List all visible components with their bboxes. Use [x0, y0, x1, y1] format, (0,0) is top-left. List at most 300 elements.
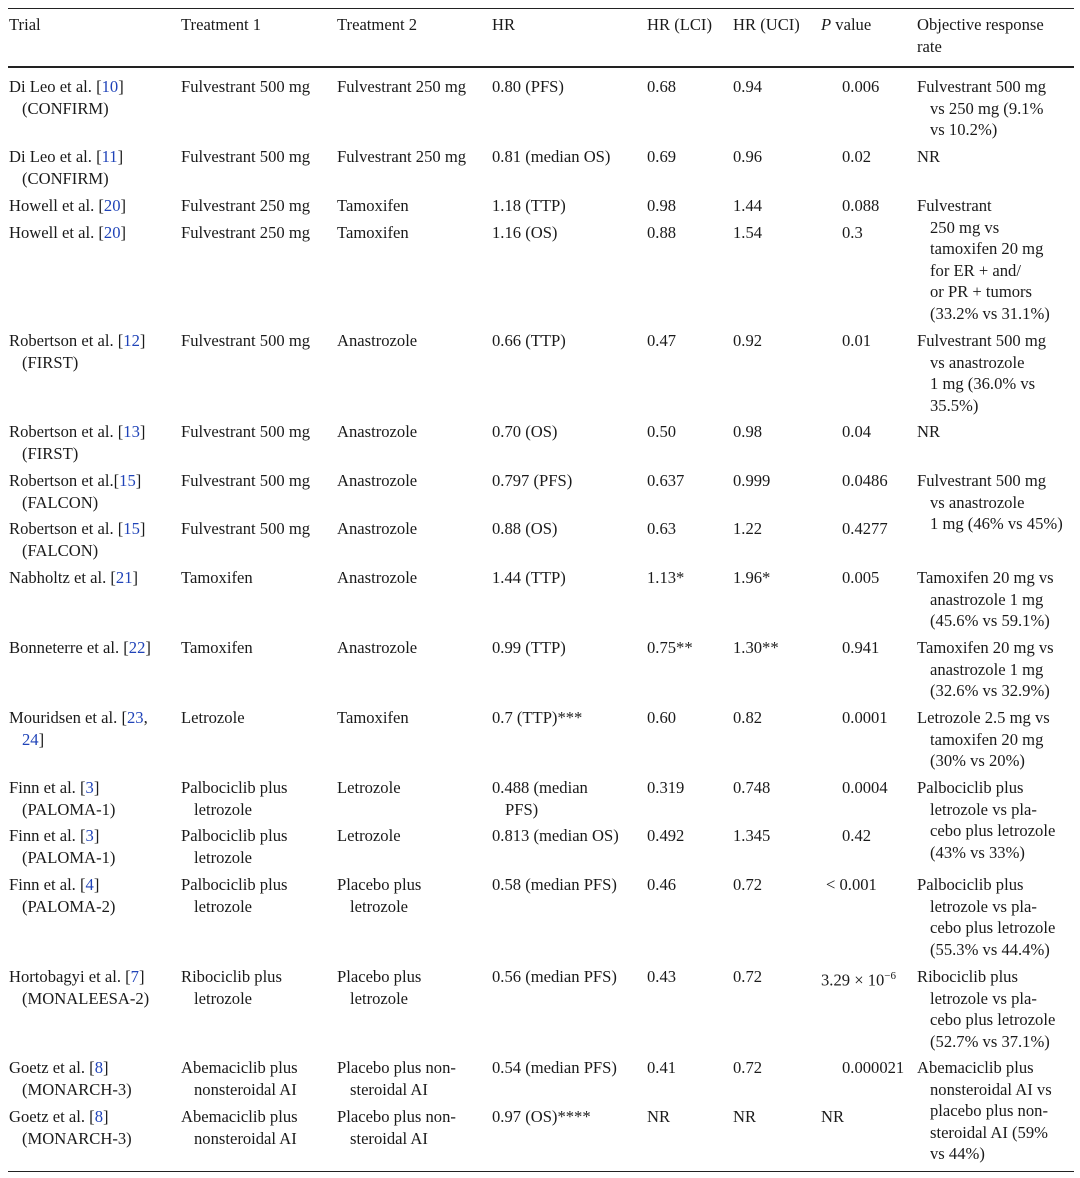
- trial-text: Finn et al. [: [9, 875, 86, 894]
- treatment2-cell: [337, 966, 421, 1009]
- citation-link[interactable]: 10: [101, 77, 119, 96]
- p-value-exponent: −6: [884, 970, 897, 982]
- trial-name: (MONARCH-3): [22, 1079, 132, 1099]
- hr-cell-line: 0.70 (OS): [492, 422, 558, 441]
- header-p-letter: P: [821, 15, 832, 34]
- citation-link[interactable]: 22: [128, 638, 146, 657]
- hr-cell-line: 1.44 (TTP): [492, 568, 566, 587]
- orr-cell-line: vs anastrozole: [930, 352, 1025, 372]
- citation-link[interactable]: 8: [94, 1058, 103, 1077]
- orr-cell-line: placebo plus non-: [930, 1101, 1048, 1120]
- trial-line: [9, 76, 124, 98]
- trial-cell: [9, 637, 151, 659]
- orr-cell-line: Fulvestrant: [917, 196, 992, 215]
- hr-lci-cell: 0.68: [647, 77, 677, 96]
- trial-text: Finn et al. [: [9, 778, 86, 797]
- orr-cell-line: tamoxifen 20 mg: [930, 239, 1044, 258]
- treatment2-cell-line: Placebo plus: [337, 875, 422, 894]
- hr-uci-cell: NR: [733, 1107, 757, 1126]
- trial-text: ]: [135, 471, 142, 490]
- orr-cell: [917, 146, 940, 168]
- orr-cell: [917, 421, 940, 443]
- trial-text: ]: [139, 422, 146, 441]
- orr-cell-line: Fulvestrant 500 mg: [917, 77, 1047, 96]
- trial-cell: [9, 567, 138, 589]
- hr-uci-cell: 0.92: [733, 331, 763, 350]
- top-rule: [8, 8, 1074, 9]
- trial-name: (FIRST): [22, 443, 79, 463]
- citation-link[interactable]: 20: [103, 223, 121, 242]
- orr-cell: [917, 567, 1054, 632]
- orr-cell-line: cebo plus letrozole: [930, 1010, 1056, 1029]
- treatment2-cell: [337, 146, 466, 168]
- trial-name: (PALOMA-2): [22, 896, 116, 916]
- trial-cell: [9, 330, 145, 373]
- treatment1-cell-line: Abemaciclib plus: [181, 1107, 298, 1126]
- orr-cell-line: vs anastrozole: [930, 492, 1025, 512]
- treatment1-cell-line: letrozole: [194, 988, 253, 1008]
- citation-link[interactable]: 21: [115, 568, 133, 587]
- trial-text: ]: [103, 1107, 109, 1126]
- orr-cell-line: 1 mg (36.0% vs: [930, 374, 1036, 393]
- hr-lci-cell: 1.13*: [647, 568, 685, 587]
- treatment2-cell-line: Anastrozole: [337, 422, 418, 441]
- trial-cell: [9, 222, 126, 244]
- treatment1-cell: [181, 777, 287, 820]
- treatment1-cell: [181, 76, 310, 98]
- citation-link[interactable]: 8: [94, 1107, 103, 1126]
- treatment1-cell-line: Tamoxifen: [181, 638, 253, 657]
- hr-cell: [492, 518, 557, 540]
- treatment2-cell-line: Tamoxifen: [337, 223, 409, 242]
- trial-text: ]: [139, 519, 146, 538]
- treatment2-cell-line: Anastrozole: [337, 331, 418, 350]
- treatment2-cell: [337, 195, 409, 217]
- trial-text: Howell et al. [: [9, 196, 104, 215]
- treatment2-cell: [337, 330, 417, 352]
- p-value-cell: 0.006: [842, 77, 880, 96]
- hr-cell: [492, 330, 566, 352]
- treatment1-cell-line: Fulvestrant 500 mg: [181, 77, 311, 96]
- orr-cell-line: (33.2% vs 31.1%): [930, 303, 1050, 323]
- trial-name: (PALOMA-1): [22, 847, 116, 867]
- trial-text: Nabholtz et al. [: [9, 568, 116, 587]
- p-value-cell: 0.01: [842, 331, 872, 350]
- treatment2-cell: [337, 470, 417, 492]
- trial-text: ]: [38, 729, 45, 749]
- trial-name: (FALCON): [22, 492, 99, 512]
- citation-link[interactable]: 15: [123, 519, 140, 538]
- citation-link[interactable]: 13: [123, 422, 140, 441]
- hr-cell-line: 0.813 (median OS): [492, 826, 619, 845]
- hr-uci-cell: 0.98: [733, 422, 763, 441]
- treatment1-cell: [181, 966, 282, 1009]
- citation-link[interactable]: 4: [85, 875, 94, 894]
- p-value-cell: < 0.001: [826, 875, 877, 894]
- hr-lci-cell: 0.47: [647, 331, 677, 350]
- hr-cell-line: 1.16 (OS): [492, 223, 558, 242]
- p-value-cell: 0.0486: [842, 471, 888, 490]
- header-hr-uci: HR (UCI): [733, 15, 800, 34]
- trial-text: ]: [120, 196, 127, 215]
- citation-link[interactable]: 3: [85, 778, 94, 797]
- header-p-rest: value: [831, 15, 872, 34]
- hr-cell-line: 0.81 (median OS): [492, 147, 611, 166]
- trial-line: [9, 825, 115, 847]
- hr-cell: [492, 76, 564, 98]
- orr-cell-line: Tamoxifen 20 mg vs: [917, 568, 1054, 587]
- hr-cell-line: 1.18 (TTP): [492, 196, 566, 215]
- treatment2-cell: [337, 567, 417, 589]
- citation-link[interactable]: 11: [101, 147, 118, 166]
- trial-cell: [9, 825, 115, 868]
- hr-uci-cell: 0.72: [733, 875, 763, 894]
- hr-cell: [492, 222, 557, 244]
- header-p-value: [821, 14, 871, 36]
- p-value-cell: 0.0004: [842, 778, 888, 797]
- trial-text: Goetz et al. [: [9, 1107, 95, 1126]
- header-treatment2: Treatment 2: [337, 15, 418, 34]
- hr-lci-cell: 0.75**: [647, 638, 693, 657]
- treatment2-cell-line: letrozole: [350, 896, 409, 916]
- treatment1-cell-line: Abemaciclib plus: [181, 1058, 298, 1077]
- orr-cell-line: for ER + and/: [930, 260, 1021, 280]
- trial-cell: [9, 470, 141, 513]
- trial-text: Bonneterre et al. [: [9, 638, 129, 657]
- orr-cell-line: (45.6% vs 59.1%): [930, 611, 1050, 630]
- treatment2-cell-line: Tamoxifen: [337, 196, 409, 215]
- treatment1-cell-line: Ribociclib plus: [181, 967, 282, 986]
- hr-cell: [492, 777, 588, 820]
- treatment1-cell-line: Palbociclib plus: [181, 826, 288, 845]
- trial-line: [9, 1057, 132, 1079]
- hr-cell: [492, 637, 566, 659]
- trial-line: [9, 195, 126, 217]
- orr-cell-line: vs 44%): [930, 1144, 985, 1163]
- hr-lci-cell: 0.637: [647, 471, 685, 490]
- treatment1-cell: [181, 195, 310, 217]
- orr-cell-line: Abemaciclib plus: [917, 1058, 1034, 1077]
- treatment1-cell-line: Palbociclib plus: [181, 778, 288, 797]
- p-value-cell: NR: [821, 1107, 845, 1126]
- orr-cell: [917, 1057, 1052, 1165]
- hr-lci-cell: 0.43: [647, 967, 677, 986]
- orr-cell: [917, 874, 1055, 960]
- header-treatment1: Treatment 1: [181, 15, 262, 34]
- hr-uci-cell: 0.72: [733, 1058, 763, 1077]
- citation-link[interactable]: 7: [130, 967, 139, 986]
- treatment2-cell: [337, 1057, 456, 1100]
- orr-cell-line: anastrozole 1 mg: [930, 659, 1044, 679]
- orr-cell-line: cebo plus letrozole: [930, 821, 1056, 840]
- hr-cell-line: 0.88 (OS): [492, 519, 558, 538]
- treatment2-cell-line: Placebo plus non-: [337, 1107, 456, 1126]
- orr-cell: [917, 966, 1055, 1052]
- trial-text: Finn et al. [: [9, 826, 86, 845]
- treatment1-cell: [181, 518, 310, 540]
- treatment2-cell-line: Fulvestrant 250 mg: [337, 77, 467, 96]
- orr-cell-line: (52.7% vs 37.1%): [930, 1031, 1050, 1051]
- trial-text: ]: [93, 875, 100, 894]
- treatment1-cell: [181, 421, 310, 443]
- citation-link[interactable]: 3: [85, 826, 94, 845]
- hr-lci-cell: 0.50: [647, 422, 677, 441]
- hr-cell: [492, 567, 566, 589]
- treatment2-cell-line: steroidal AI: [350, 1128, 428, 1148]
- hr-uci-cell: 0.748: [733, 778, 771, 797]
- treatment2-cell: [337, 637, 417, 659]
- orr-cell-line: tamoxifen 20 mg: [930, 729, 1044, 749]
- orr-cell-line: Palbociclib plus: [917, 778, 1024, 797]
- trial-name: (CONFIRM): [22, 98, 109, 118]
- trial-text: Di Leo et al. [: [9, 77, 102, 96]
- trial-text: Robertson et al.[: [9, 471, 120, 490]
- trial-name: (FALCON): [22, 540, 99, 560]
- trial-line: [9, 1106, 132, 1128]
- treatment1-cell-line: Fulvestrant 250 mg: [181, 223, 311, 242]
- citation-link[interactable]: 24: [22, 729, 39, 749]
- treatment1-cell-line: Letrozole: [181, 708, 245, 727]
- orr-cell-line: Fulvestrant 500 mg: [917, 331, 1047, 350]
- treatment1-cell-line: Fulvestrant 250 mg: [181, 196, 311, 215]
- treatment1-cell-line: letrozole: [194, 847, 253, 867]
- hr-lci-cell: NR: [647, 1107, 671, 1126]
- treatment1-cell-line: letrozole: [194, 896, 253, 916]
- treatment2-cell: [337, 222, 409, 244]
- hr-lci-cell: 0.88: [647, 223, 677, 242]
- treatment2-cell-line: Fulvestrant 250 mg: [337, 147, 467, 166]
- treatment2-cell: [337, 1106, 456, 1149]
- hr-cell-line: 0.488 (median: [492, 778, 588, 797]
- trial-text: ]: [120, 223, 127, 242]
- orr-cell-line: (43% vs 33%): [930, 842, 1025, 862]
- treatment1-cell-line: Fulvestrant 500 mg: [181, 331, 311, 350]
- hr-uci-cell: 0.82: [733, 708, 763, 727]
- trial-text: ]: [132, 568, 139, 587]
- trial-cell: [9, 1057, 132, 1100]
- orr-cell-line: (55.3% vs 44.4%): [930, 939, 1050, 959]
- trial-line: [9, 729, 148, 751]
- trial-line: [9, 567, 138, 589]
- trial-line: [9, 518, 145, 540]
- treatment1-cell: [181, 825, 287, 868]
- orr-cell-line: 1 mg (46% vs 45%): [930, 514, 1063, 533]
- hr-cell-line: 0.58 (median PFS): [492, 875, 617, 894]
- treatment2-cell: [337, 76, 466, 98]
- treatment1-cell-line: Palbociclib plus: [181, 875, 288, 894]
- trial-text: ]: [117, 147, 124, 166]
- hr-uci-cell: 1.22: [733, 519, 763, 538]
- orr-cell-line: 35.5%): [930, 395, 979, 415]
- treatment1-cell: [181, 222, 310, 244]
- treatment2-cell-line: Placebo plus: [337, 967, 422, 986]
- hr-cell-line: 0.99 (TTP): [492, 638, 566, 657]
- hr-lci-cell: 0.98: [647, 196, 677, 215]
- trial-text: Robertson et al. [: [9, 422, 124, 441]
- orr-cell-line: NR: [917, 147, 941, 166]
- trial-cell: [9, 777, 115, 820]
- orr-cell-line: 250 mg vs: [930, 217, 1000, 237]
- p-value-cell: 0.42: [842, 826, 872, 845]
- trial-line: [9, 222, 126, 244]
- hr-lci-cell: 0.69: [647, 147, 677, 166]
- orr-cell: [917, 330, 1046, 416]
- citation-link[interactable]: 20: [103, 196, 121, 215]
- trial-name: (FIRST): [22, 352, 79, 372]
- trial-text: ]: [138, 967, 145, 986]
- treatment2-cell-line: Anastrozole: [337, 638, 418, 657]
- orr-cell-line: or PR + tumors: [930, 282, 1033, 301]
- treatment1-cell: [181, 637, 253, 659]
- trial-line: [9, 966, 149, 988]
- trial-text: Howell et al. [: [9, 223, 104, 242]
- hr-cell: [492, 1057, 617, 1079]
- treatment2-cell: [337, 707, 409, 729]
- treatment1-cell: [181, 470, 310, 492]
- trial-cell: [9, 707, 148, 750]
- trial-line: [9, 874, 115, 896]
- trial-cell: [9, 146, 123, 189]
- trial-line: [9, 470, 141, 492]
- hr-uci-cell: 0.96: [733, 147, 763, 166]
- orr-cell: [917, 470, 1063, 535]
- hr-lci-cell: 0.46: [647, 875, 677, 894]
- citation-link[interactable]: 12: [123, 331, 140, 350]
- header-rule: [8, 66, 1074, 68]
- orr-cell-line: Fulvestrant 500 mg: [917, 471, 1047, 490]
- orr-cell: [917, 76, 1046, 141]
- trial-text: ]: [118, 77, 124, 96]
- p-value-cell: 0.3: [842, 223, 863, 242]
- trial-cell: [9, 518, 145, 561]
- orr-cell-line: letrozole vs pla-: [930, 799, 1037, 819]
- orr-cell-line: nonsteroidal AI vs: [930, 1079, 1052, 1099]
- trial-text: ]: [93, 826, 100, 845]
- p-value-cell: 0.005: [842, 568, 880, 587]
- hr-lci-cell: 0.319: [647, 778, 685, 797]
- trial-name: (PALOMA-1): [22, 799, 116, 819]
- header-orr-line1: Objective response: [917, 15, 1044, 34]
- treatment2-cell-line: steroidal AI: [350, 1079, 428, 1099]
- orr-cell-line: steroidal AI (59%: [930, 1122, 1048, 1142]
- trial-cell: [9, 76, 124, 119]
- trial-text: Robertson et al. [: [9, 519, 124, 538]
- header-hr: HR: [492, 15, 516, 34]
- orr-cell-line: Tamoxifen 20 mg vs: [917, 638, 1054, 657]
- treatment2-cell: [337, 518, 417, 540]
- citation-link[interactable]: 23: [126, 708, 144, 727]
- treatment1-cell-line: nonsteroidal AI: [194, 1128, 297, 1148]
- treatment1-cell-line: Fulvestrant 500 mg: [181, 519, 311, 538]
- trial-text: Goetz et al. [: [9, 1058, 95, 1077]
- trial-text: Robertson et al. [: [9, 331, 124, 350]
- treatment2-cell-line: Tamoxifen: [337, 708, 409, 727]
- hr-cell-line: PFS): [505, 799, 539, 819]
- p-value-cell: 0.941: [842, 638, 880, 657]
- hr-uci-cell: 0.999: [733, 471, 771, 490]
- treatment1-cell-line: Fulvestrant 500 mg: [181, 422, 311, 441]
- orr-cell-line: letrozole vs pla-: [930, 988, 1037, 1008]
- treatment1-cell: [181, 1106, 298, 1149]
- header-orr-line2: rate: [917, 36, 942, 56]
- treatment2-cell-line: Letrozole: [337, 826, 401, 845]
- trial-line: [9, 777, 115, 799]
- hr-cell: [492, 707, 582, 729]
- treatment2-cell: [337, 421, 417, 443]
- trial-text: ]: [145, 638, 151, 657]
- hr-lci-cell: 0.492: [647, 826, 685, 845]
- p-value-cell: [821, 966, 896, 991]
- p-value-base: 3.29 × 10: [821, 970, 885, 990]
- trial-cell: [9, 421, 145, 464]
- trial-text: Mouridsen et al. [: [9, 708, 127, 727]
- hr-cell: [492, 146, 610, 168]
- trial-line: [9, 146, 123, 168]
- hr-cell: [492, 874, 617, 896]
- orr-cell-line: NR: [917, 422, 941, 441]
- citation-link[interactable]: 15: [119, 471, 136, 490]
- orr-cell-line: cebo plus letrozole: [930, 918, 1056, 937]
- treatment1-cell: [181, 1057, 298, 1100]
- trial-line: [9, 637, 151, 659]
- hr-cell-line: 0.66 (TTP): [492, 331, 566, 350]
- p-value-cell: 0.0001: [842, 708, 888, 727]
- hr-cell: [492, 966, 617, 988]
- orr-cell: [917, 637, 1054, 702]
- trial-text: ]: [139, 331, 146, 350]
- orr-cell-line: (32.6% vs 32.9%): [930, 681, 1050, 700]
- treatment2-cell: [337, 777, 401, 799]
- treatment1-cell: [181, 707, 245, 729]
- p-value-cell: 0.4277: [842, 519, 888, 538]
- treatment2-cell-line: Anastrozole: [337, 471, 418, 490]
- hr-cell: [492, 421, 557, 443]
- treatment2-cell-line: Letrozole: [337, 778, 401, 797]
- trial-text: Di Leo et al. [: [9, 147, 102, 166]
- hr-cell-line: 0.797 (PFS): [492, 471, 573, 490]
- treatment2-cell-line: Placebo plus non-: [337, 1058, 456, 1077]
- treatment1-cell: [181, 874, 287, 917]
- header-trial: Trial: [9, 15, 41, 34]
- orr-cell-line: (30% vs 20%): [930, 751, 1025, 770]
- trial-cell: [9, 874, 115, 917]
- p-value-cell: 0.088: [842, 196, 880, 215]
- orr-cell: [917, 777, 1055, 863]
- hr-uci-cell: 1.345: [733, 826, 771, 845]
- orr-cell: [917, 707, 1050, 772]
- treatment1-cell-line: Tamoxifen: [181, 568, 253, 587]
- hr-cell: [492, 825, 619, 847]
- treatment2-cell-line: Anastrozole: [337, 519, 418, 538]
- trial-line: [9, 707, 148, 729]
- hr-uci-cell: 0.72: [733, 967, 763, 986]
- hr-cell-line: 0.80 (PFS): [492, 77, 564, 96]
- trial-cell: [9, 966, 149, 1009]
- trial-cell: [9, 195, 126, 217]
- hr-lci-cell: 0.60: [647, 708, 677, 727]
- p-value-cell: 0.04: [842, 422, 872, 441]
- header-hr-lci: HR (LCI): [647, 15, 712, 34]
- trial-name: (CONFIRM): [22, 168, 109, 188]
- trial-cell: [9, 1106, 132, 1149]
- treatment2-cell-line: Anastrozole: [337, 568, 418, 587]
- orr-cell: [917, 195, 1050, 324]
- hr-cell-line: 0.56 (median PFS): [492, 967, 617, 986]
- orr-cell-line: vs 250 mg (9.1%: [930, 98, 1044, 118]
- hr-cell-line: 0.97 (OS)****: [492, 1107, 591, 1126]
- trial-name: (MONARCH-3): [22, 1128, 132, 1148]
- hr-uci-cell: 1.96*: [733, 568, 771, 587]
